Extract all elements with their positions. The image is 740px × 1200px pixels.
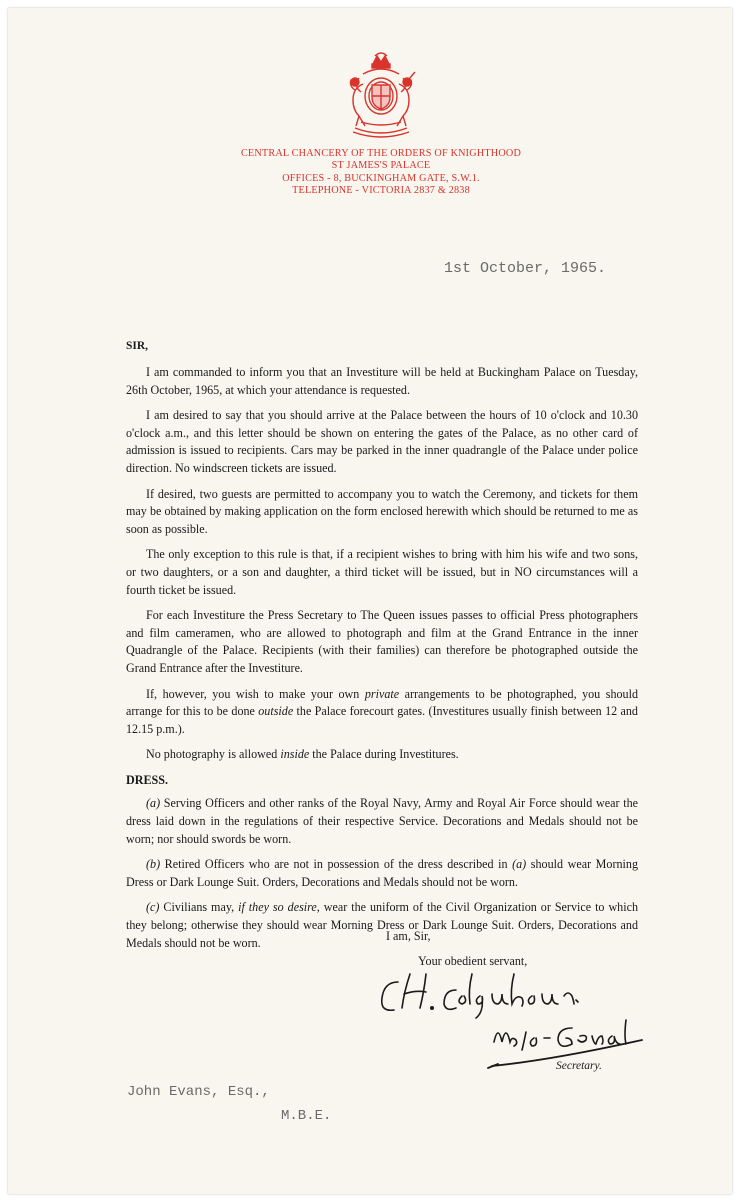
emphasis: if they so desire xyxy=(238,900,317,915)
royal-coat-of-arms-icon xyxy=(341,52,421,140)
text-run: the Palace during Investitures. xyxy=(309,747,459,762)
item-label: (b) xyxy=(146,857,161,872)
paragraph-dress-retired xyxy=(126,856,638,891)
emphasis: (a) xyxy=(512,857,527,872)
text-run: If, however, you wish to make your own xyxy=(146,686,365,701)
paragraph-no-photography xyxy=(126,746,638,764)
emphasis: inside xyxy=(280,747,310,762)
paragraph-dress-civilians xyxy=(126,899,638,952)
paragraph-press: For each Investiture the Press Secretary to The Queen issues passes to official Press photographers and film cameramen, who are allowed to photograph and film at the Grand Entrance in the inner Quadrangle of the Palace. Recipients (with their families) can therefore be photographed outside the Grand Entrance after the Investiture. xyxy=(126,608,638,675)
handwritten-signature-icon xyxy=(376,970,648,1070)
paragraph-exception: The only exception to this rule is that, if a recipient wishes to bring with him his wife and two sons, or two daughters, or a son and daughter, a third ticket will be issued, but in NO circumstances will a fourth ticket be issued. xyxy=(126,547,638,597)
text-run: Retired Officers who are not in possession of the dress described in xyxy=(160,857,513,872)
paragraph-arrival: I am desired to say that you should arrive at the Palace between the hours of 10 o'clock and 10.30 o'clock a.m., and this letter should be shown on entering the gates of the Palace, as no other card of admission is issued to recipients. Cars may be parked in the inner quadrangle of the Palace under police direction. No windscreen tickets are issued. xyxy=(126,408,638,475)
emphasis: private xyxy=(364,686,400,701)
letterhead-line-2: ST JAMES'S PALACE xyxy=(331,160,431,172)
paragraph-dress-serving xyxy=(126,795,638,848)
salutation: SIR, xyxy=(126,340,149,352)
paragraph-private-photos xyxy=(126,686,638,739)
text-run: , wear the uniform of the Civil Organization or Service to which they belong; otherwise they should wear Morning Dress or Dark Lounge Suit. Orders, Decorations and Medals should not be worn. xyxy=(126,900,639,950)
letterhead xyxy=(208,148,554,197)
closing xyxy=(386,928,527,970)
item-label: (c) xyxy=(146,900,160,915)
letter-body xyxy=(126,364,638,960)
signatory-title: Secretary. xyxy=(556,1060,602,1072)
text-run: should wear Morning Dress or Dark Lounge Suit. Orders, Decorations and Medals should not be worn. xyxy=(126,857,638,889)
text-run: Civilians may, xyxy=(159,900,239,915)
item-label: (a) xyxy=(146,796,161,811)
text-run: No photography is allowed xyxy=(146,747,281,762)
text-run: the Palace forecourt gates. (Investitures usually finish between 12 and 12.15 p.m.). xyxy=(126,704,638,736)
letter-date: 1st October, 1965. xyxy=(444,260,607,277)
closing-line-1: I am, Sir, xyxy=(386,929,431,943)
letterhead-line-1: CENTRAL CHANCERY OF THE ORDERS OF KNIGHTHOOD xyxy=(240,148,522,159)
addressee-honours: M.B.E. xyxy=(281,1108,332,1124)
letter-sheet xyxy=(8,8,732,1194)
paragraph-guests: If desired, two guests are permitted to accompany you to watch the Ceremony, and tickets for them may be obtained by making application on the form enclosed herewith which should be returned to me as soon as possible. xyxy=(126,486,638,536)
letterhead-line-3: OFFICES - 8, BUCKINGHAM GATE, S.W.1. xyxy=(282,172,480,184)
addressee-name: John Evans, Esq., xyxy=(127,1084,270,1100)
addressee xyxy=(127,1080,331,1128)
letterhead-line-4: TELEPHONE - VICTORIA 2837 & 2838 xyxy=(292,184,470,196)
text-run: arrangements to be photographed, you should arrange for this to be done xyxy=(126,686,638,719)
closing-line-2: Your obedient servant, xyxy=(418,954,528,968)
emphasis: outside xyxy=(258,704,294,719)
dress-heading: DRESS. xyxy=(126,772,169,787)
paragraph-investiture: I am commanded to inform you that an Investiture will be held at Buckingham Palace on Tuesday, 26th October, 1965, at which your attendance is requested. xyxy=(126,365,638,397)
text-run: Serving Officers and other ranks of the Royal Navy, Army and Royal Air Force should wear the dress laid down in the regulations of their respective Service. Decorations and Medals should not be worn; nor should swords be worn. xyxy=(126,796,638,846)
